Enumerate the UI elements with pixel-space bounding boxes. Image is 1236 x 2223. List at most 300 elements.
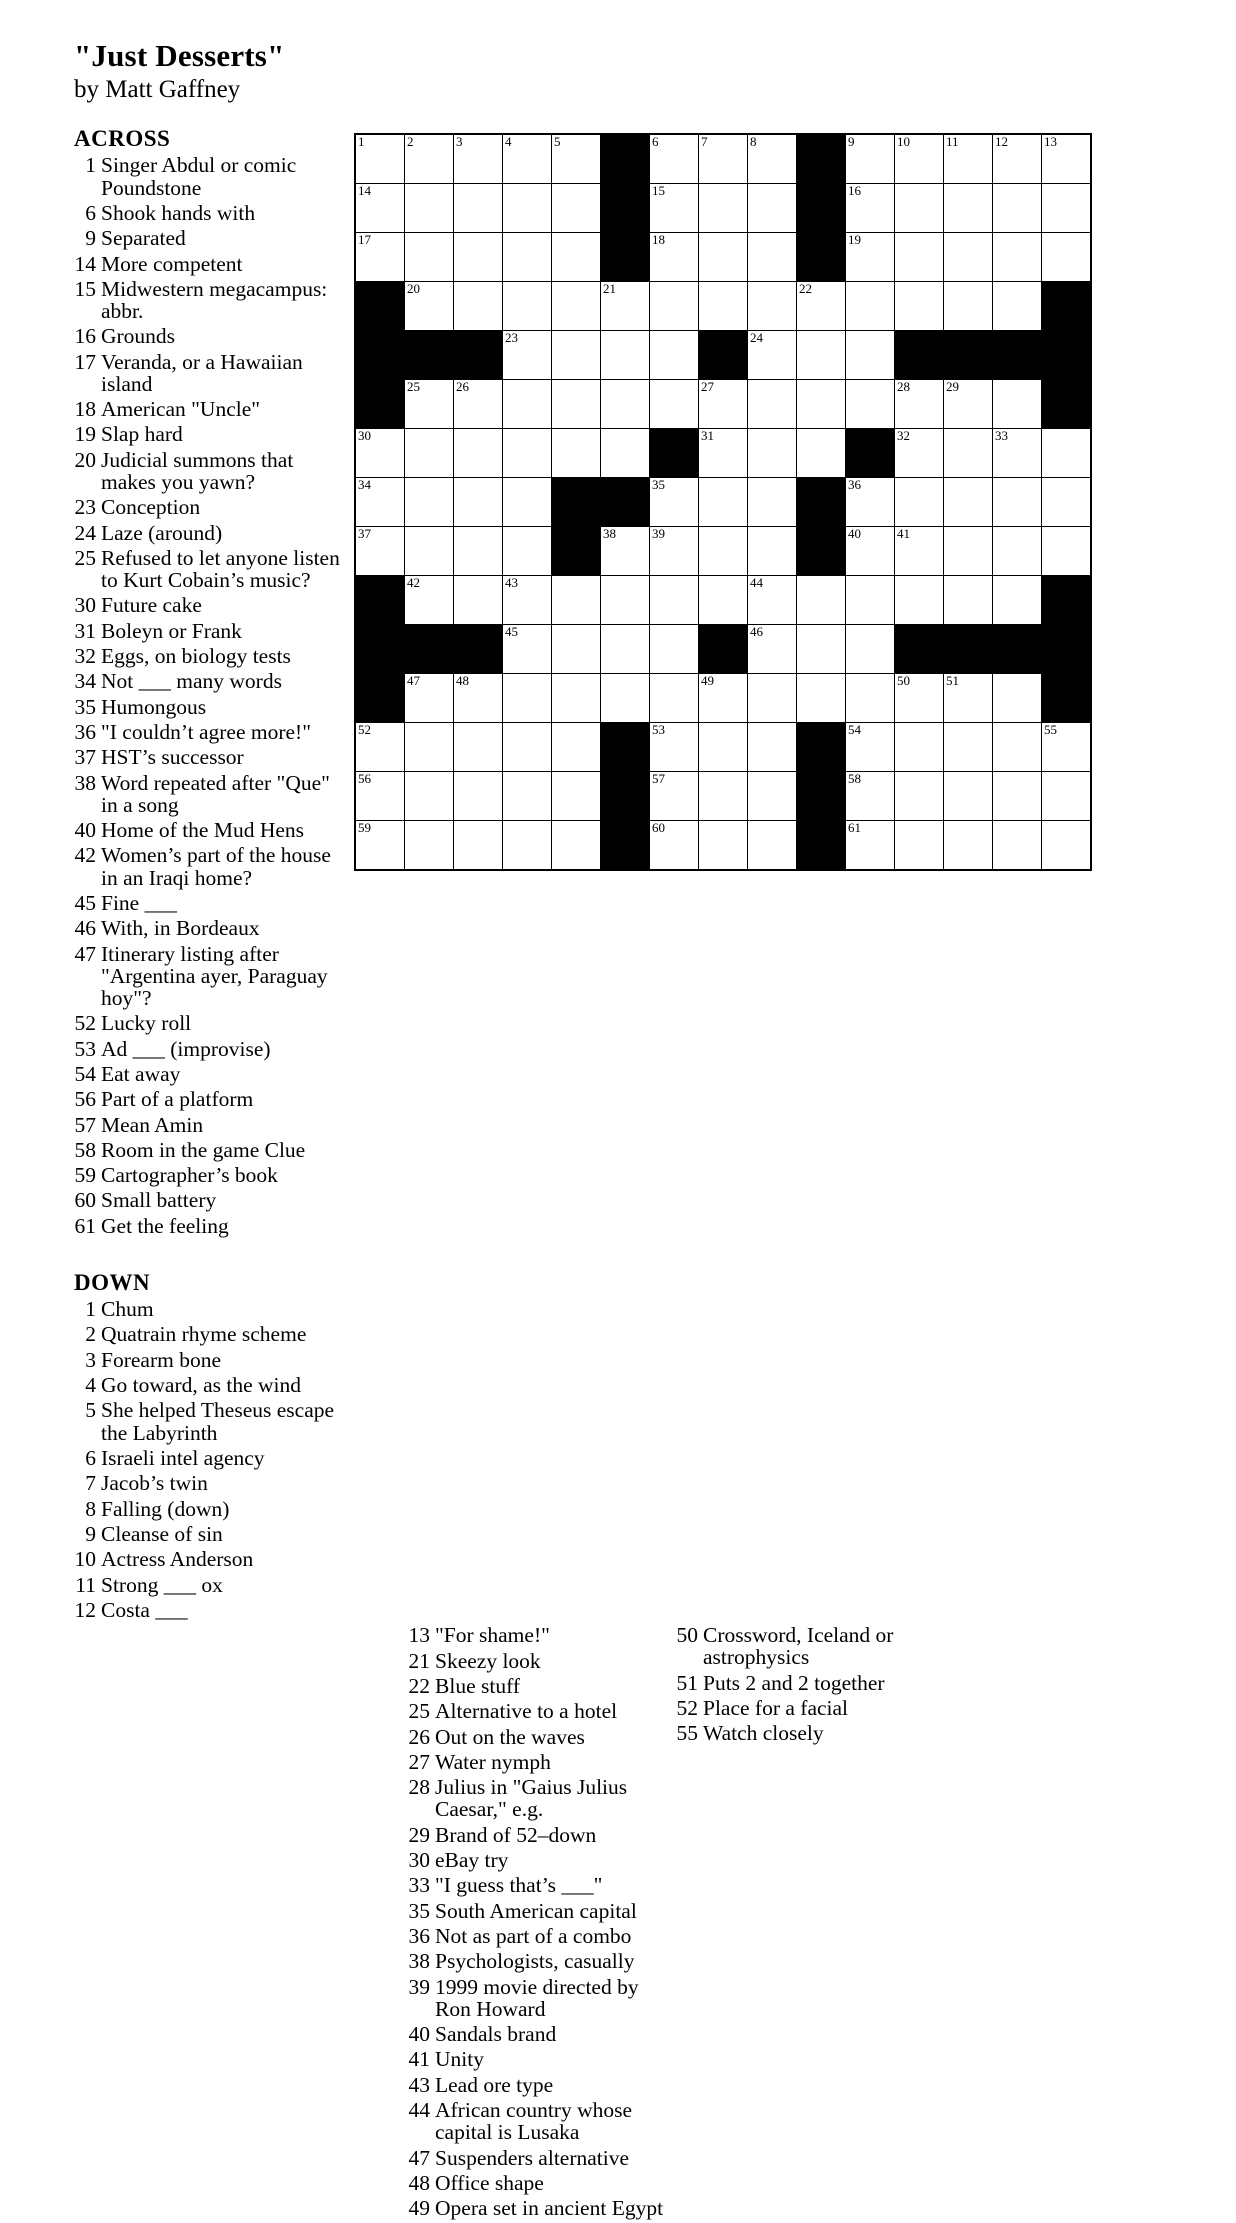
grid-cell[interactable] bbox=[454, 576, 503, 625]
grid-cell[interactable] bbox=[503, 282, 552, 331]
clue-item[interactable] bbox=[74, 1038, 342, 1063]
clue-item[interactable] bbox=[74, 772, 342, 819]
grid-cell[interactable] bbox=[601, 282, 650, 331]
grid-cell-number: 3 bbox=[456, 134, 463, 150]
grid-row bbox=[355, 282, 1091, 331]
clue-item[interactable] bbox=[408, 1726, 666, 1751]
grid-cell[interactable] bbox=[993, 821, 1042, 871]
clue-item[interactable] bbox=[74, 645, 342, 670]
grid-cell[interactable] bbox=[650, 134, 699, 184]
grid-cell[interactable] bbox=[552, 821, 601, 871]
grid-cell[interactable] bbox=[454, 674, 503, 723]
grid-cell[interactable] bbox=[601, 625, 650, 674]
clue-item[interactable] bbox=[408, 1976, 666, 2023]
grid-cell[interactable] bbox=[650, 184, 699, 233]
grid-cell[interactable] bbox=[405, 772, 454, 821]
clue-item[interactable] bbox=[74, 1349, 342, 1374]
grid-cell[interactable] bbox=[895, 282, 944, 331]
grid-cell[interactable] bbox=[797, 282, 846, 331]
clue-item[interactable] bbox=[74, 398, 342, 423]
grid-cell-number: 2 bbox=[407, 134, 414, 150]
clue-item[interactable] bbox=[74, 721, 342, 746]
grid-cell[interactable] bbox=[1042, 429, 1092, 478]
grid-cell[interactable] bbox=[846, 527, 895, 576]
clue-item[interactable] bbox=[408, 2023, 666, 2048]
clue-item[interactable] bbox=[74, 1189, 342, 1214]
grid-cell[interactable] bbox=[503, 184, 552, 233]
clue-item[interactable] bbox=[74, 1498, 342, 1523]
grid-cell[interactable] bbox=[748, 233, 797, 282]
grid-cell[interactable] bbox=[993, 282, 1042, 331]
grid-cell[interactable] bbox=[552, 331, 601, 380]
grid-cell[interactable] bbox=[650, 380, 699, 429]
clue-text: Falling (down) bbox=[101, 1496, 230, 1521]
clue-item[interactable] bbox=[74, 746, 342, 771]
grid-cell[interactable] bbox=[748, 380, 797, 429]
clue-item[interactable] bbox=[74, 1574, 342, 1599]
clue-number: 16 bbox=[74, 324, 96, 349]
grid-cell[interactable] bbox=[1042, 134, 1092, 184]
clue-number: 50 bbox=[676, 1623, 698, 1648]
clue-item[interactable] bbox=[74, 670, 342, 695]
clue-number: 40 bbox=[408, 2022, 430, 2047]
grid-cell[interactable] bbox=[454, 380, 503, 429]
clue-item[interactable] bbox=[74, 594, 342, 619]
grid-cell[interactable] bbox=[748, 527, 797, 576]
grid-cell[interactable] bbox=[944, 282, 993, 331]
grid-cell[interactable] bbox=[601, 576, 650, 625]
grid-cell[interactable] bbox=[503, 134, 552, 184]
clue-item[interactable] bbox=[408, 1751, 666, 1776]
grid-cell[interactable] bbox=[552, 429, 601, 478]
grid-cell[interactable] bbox=[699, 282, 748, 331]
grid-cell[interactable] bbox=[944, 772, 993, 821]
grid-cell[interactable] bbox=[993, 184, 1042, 233]
clue-item[interactable] bbox=[676, 1672, 936, 1697]
clue-text: Singer Abdul or comic Poundstone bbox=[101, 153, 297, 200]
grid-cell[interactable] bbox=[601, 674, 650, 723]
grid-cell[interactable] bbox=[552, 772, 601, 821]
clue-text: eBay try bbox=[435, 1847, 509, 1872]
grid-cell[interactable] bbox=[1042, 233, 1092, 282]
grid-cell[interactable] bbox=[650, 674, 699, 723]
clue-item[interactable] bbox=[74, 1063, 342, 1088]
clue-item[interactable] bbox=[74, 1012, 342, 1037]
grid-cell-number: 10 bbox=[897, 134, 910, 150]
grid-cell[interactable] bbox=[993, 429, 1042, 478]
grid-cell[interactable] bbox=[699, 723, 748, 772]
grid-cell[interactable] bbox=[454, 723, 503, 772]
grid-cell[interactable] bbox=[503, 674, 552, 723]
grid-cell[interactable] bbox=[405, 674, 454, 723]
grid-cell[interactable] bbox=[503, 576, 552, 625]
grid-cell[interactable] bbox=[748, 478, 797, 527]
grid-cell[interactable] bbox=[993, 576, 1042, 625]
grid-cell[interactable] bbox=[405, 429, 454, 478]
grid-cell[interactable] bbox=[895, 134, 944, 184]
clue-item[interactable] bbox=[676, 1624, 936, 1671]
grid-cell[interactable] bbox=[650, 331, 699, 380]
clue-item[interactable] bbox=[408, 2147, 666, 2172]
clue-item[interactable] bbox=[74, 351, 342, 398]
grid-cell[interactable] bbox=[454, 134, 503, 184]
grid-cell[interactable] bbox=[846, 576, 895, 625]
clue-text: Blue stuff bbox=[435, 1673, 521, 1698]
grid-cell[interactable] bbox=[797, 380, 846, 429]
clue-number: 58 bbox=[74, 1137, 96, 1162]
grid-cell[interactable] bbox=[699, 380, 748, 429]
grid-cell[interactable] bbox=[650, 576, 699, 625]
grid-cell-number: 33 bbox=[995, 428, 1008, 444]
clue-item[interactable] bbox=[408, 2099, 666, 2146]
grid-cell[interactable] bbox=[895, 821, 944, 871]
grid-cell[interactable] bbox=[993, 772, 1042, 821]
grid-cell[interactable] bbox=[503, 478, 552, 527]
clue-text: Room in the game Clue bbox=[101, 1137, 306, 1162]
clue-item[interactable] bbox=[74, 1139, 342, 1164]
clue-item[interactable] bbox=[74, 325, 342, 350]
grid-cell[interactable] bbox=[895, 184, 944, 233]
grid-cell[interactable] bbox=[895, 478, 944, 527]
clue-number: 48 bbox=[408, 2170, 430, 2195]
grid-cell[interactable] bbox=[650, 625, 699, 674]
grid-cell[interactable] bbox=[797, 674, 846, 723]
grid-cell[interactable] bbox=[895, 576, 944, 625]
grid-cell[interactable] bbox=[454, 527, 503, 576]
grid-cell[interactable] bbox=[601, 429, 650, 478]
grid-cell[interactable] bbox=[944, 674, 993, 723]
grid-cell[interactable] bbox=[405, 527, 454, 576]
grid-cell[interactable] bbox=[993, 674, 1042, 723]
grid-cell-number: 31 bbox=[701, 428, 714, 444]
clue-item[interactable] bbox=[74, 522, 342, 547]
grid-cell[interactable] bbox=[797, 625, 846, 674]
grid-cell[interactable] bbox=[846, 184, 895, 233]
grid-cell[interactable] bbox=[944, 527, 993, 576]
grid-cell-number: 48 bbox=[456, 673, 469, 689]
grid-cell[interactable] bbox=[993, 134, 1042, 184]
clue-number: 33 bbox=[408, 1873, 430, 1898]
down-clue-list-part3 bbox=[676, 1624, 936, 1747]
clue-item[interactable] bbox=[408, 1650, 666, 1675]
grid-cell[interactable] bbox=[503, 723, 552, 772]
grid-cell[interactable] bbox=[748, 331, 797, 380]
grid-cell[interactable] bbox=[993, 527, 1042, 576]
grid-cell[interactable] bbox=[454, 821, 503, 871]
grid-cell[interactable] bbox=[699, 478, 748, 527]
clue-item[interactable] bbox=[74, 819, 342, 844]
grid-cell[interactable] bbox=[405, 282, 454, 331]
grid-cell[interactable] bbox=[503, 233, 552, 282]
grid-cell[interactable] bbox=[895, 429, 944, 478]
grid-cell[interactable] bbox=[552, 380, 601, 429]
clue-item[interactable] bbox=[408, 1700, 666, 1725]
grid-cell[interactable] bbox=[748, 134, 797, 184]
clue-item[interactable] bbox=[74, 423, 342, 448]
grid-cell[interactable] bbox=[1042, 184, 1092, 233]
grid-cell[interactable] bbox=[699, 184, 748, 233]
clue-text: Julius in "Gaius Julius Caesar," e.g. bbox=[435, 1775, 628, 1822]
clue-item[interactable] bbox=[74, 1523, 342, 1548]
grid-cell[interactable] bbox=[748, 282, 797, 331]
clue-item[interactable] bbox=[408, 1849, 666, 1874]
clue-item[interactable] bbox=[74, 202, 342, 227]
clue-item[interactable] bbox=[74, 547, 342, 594]
grid-cell[interactable] bbox=[454, 772, 503, 821]
grid-cell[interactable] bbox=[699, 527, 748, 576]
clue-item[interactable] bbox=[74, 449, 342, 496]
clue-item[interactable] bbox=[74, 696, 342, 721]
clue-item[interactable] bbox=[74, 1447, 342, 1472]
grid-cell[interactable] bbox=[405, 184, 454, 233]
grid-cell-number: 34 bbox=[358, 477, 371, 493]
grid-cell[interactable] bbox=[846, 134, 895, 184]
grid-cell[interactable] bbox=[454, 184, 503, 233]
grid-cell[interactable] bbox=[748, 772, 797, 821]
grid-cell[interactable] bbox=[1042, 527, 1092, 576]
grid-cell[interactable] bbox=[552, 674, 601, 723]
grid-cell[interactable] bbox=[454, 233, 503, 282]
grid-cell[interactable] bbox=[650, 478, 699, 527]
grid-cell[interactable] bbox=[405, 134, 454, 184]
clue-item[interactable] bbox=[74, 1088, 342, 1113]
grid-cell[interactable] bbox=[552, 625, 601, 674]
clue-item[interactable] bbox=[408, 1624, 666, 1649]
grid-cell[interactable] bbox=[748, 625, 797, 674]
clue-item[interactable] bbox=[74, 1164, 342, 1189]
grid-cell[interactable] bbox=[944, 233, 993, 282]
grid-cell[interactable] bbox=[895, 674, 944, 723]
grid-cell[interactable] bbox=[503, 380, 552, 429]
grid-cell[interactable] bbox=[944, 821, 993, 871]
grid-cell[interactable] bbox=[601, 380, 650, 429]
grid-cell[interactable] bbox=[944, 576, 993, 625]
grid-cell[interactable] bbox=[846, 233, 895, 282]
grid-cell-number: 49 bbox=[701, 673, 714, 689]
grid-cell[interactable] bbox=[846, 478, 895, 527]
grid-cell-number: 30 bbox=[358, 428, 371, 444]
grid-cell[interactable] bbox=[601, 331, 650, 380]
clue-text: Home of the Mud Hens bbox=[101, 818, 305, 843]
grid-cell[interactable] bbox=[846, 723, 895, 772]
grid-cell[interactable] bbox=[405, 723, 454, 772]
grid-cell[interactable] bbox=[405, 380, 454, 429]
clue-text: African country whose capital is Lusaka bbox=[435, 2098, 633, 2145]
grid-cell[interactable] bbox=[699, 772, 748, 821]
grid-cell[interactable] bbox=[699, 134, 748, 184]
grid-block-cell bbox=[944, 331, 993, 380]
grid-cell[interactable] bbox=[1042, 723, 1092, 772]
grid-cell[interactable] bbox=[355, 772, 405, 821]
grid-cell[interactable] bbox=[895, 380, 944, 429]
grid-cell[interactable] bbox=[355, 527, 405, 576]
clue-item[interactable] bbox=[74, 154, 342, 201]
grid-cell[interactable] bbox=[1042, 478, 1092, 527]
grid-cell[interactable] bbox=[552, 576, 601, 625]
grid-row bbox=[355, 674, 1091, 723]
grid-cell[interactable] bbox=[355, 184, 405, 233]
clue-item[interactable] bbox=[74, 1215, 342, 1240]
clue-item[interactable] bbox=[408, 1824, 666, 1849]
grid-cell[interactable] bbox=[601, 527, 650, 576]
grid-cell[interactable] bbox=[355, 723, 405, 772]
grid-cell[interactable] bbox=[748, 576, 797, 625]
grid-cell[interactable] bbox=[993, 723, 1042, 772]
clue-item[interactable] bbox=[74, 1548, 342, 1573]
grid-block-cell bbox=[355, 674, 405, 723]
grid-cell[interactable] bbox=[503, 331, 552, 380]
grid-cell[interactable] bbox=[846, 380, 895, 429]
clue-item[interactable] bbox=[74, 1374, 342, 1399]
crossword-grid[interactable] bbox=[354, 133, 1092, 871]
grid-cell[interactable] bbox=[895, 233, 944, 282]
clue-item[interactable] bbox=[408, 1950, 666, 1975]
grid-cell[interactable] bbox=[993, 380, 1042, 429]
clue-item[interactable] bbox=[408, 1675, 666, 1700]
grid-cell[interactable] bbox=[895, 772, 944, 821]
grid-cell[interactable] bbox=[699, 821, 748, 871]
clue-item[interactable] bbox=[408, 2172, 666, 2197]
grid-block-cell bbox=[405, 331, 454, 380]
grid-cell[interactable] bbox=[748, 674, 797, 723]
grid-cell[interactable] bbox=[993, 478, 1042, 527]
grid-cell[interactable] bbox=[699, 233, 748, 282]
grid-cell[interactable] bbox=[797, 429, 846, 478]
grid-cell[interactable] bbox=[846, 282, 895, 331]
clue-item[interactable] bbox=[74, 1298, 342, 1323]
clue-item[interactable] bbox=[408, 1874, 666, 1899]
grid-cell[interactable] bbox=[846, 772, 895, 821]
grid-cell[interactable] bbox=[944, 429, 993, 478]
grid-cell-number: 37 bbox=[358, 526, 371, 542]
grid-cell[interactable] bbox=[748, 821, 797, 871]
grid-cell-number: 38 bbox=[603, 526, 616, 542]
grid-cell[interactable] bbox=[748, 723, 797, 772]
grid-cell[interactable] bbox=[355, 134, 405, 184]
grid-cell[interactable] bbox=[503, 429, 552, 478]
clue-item[interactable] bbox=[74, 1472, 342, 1497]
grid-cell[interactable] bbox=[944, 478, 993, 527]
grid-block-cell bbox=[895, 331, 944, 380]
grid-cell[interactable] bbox=[944, 184, 993, 233]
grid-cell[interactable] bbox=[1042, 772, 1092, 821]
clue-item[interactable] bbox=[74, 943, 342, 1013]
clue-item[interactable] bbox=[74, 844, 342, 891]
grid-cell-number: 25 bbox=[407, 379, 420, 395]
grid-cell[interactable] bbox=[405, 821, 454, 871]
clue-text: Opera set in ancient Egypt bbox=[435, 2196, 664, 2221]
grid-cell[interactable] bbox=[895, 723, 944, 772]
grid-cell[interactable] bbox=[1042, 821, 1092, 871]
grid-cell[interactable] bbox=[503, 821, 552, 871]
grid-cell[interactable] bbox=[355, 429, 405, 478]
clue-text: Not ___ many words bbox=[101, 669, 282, 694]
clue-item[interactable] bbox=[408, 1776, 666, 1823]
clue-item[interactable] bbox=[74, 496, 342, 521]
grid-block-cell bbox=[355, 380, 405, 429]
grid-cell[interactable] bbox=[552, 233, 601, 282]
grid-cell[interactable] bbox=[355, 821, 405, 871]
grid-block-cell bbox=[699, 331, 748, 380]
grid-cell[interactable] bbox=[748, 184, 797, 233]
grid-cell[interactable] bbox=[503, 772, 552, 821]
grid-cell[interactable] bbox=[993, 233, 1042, 282]
grid-cell[interactable] bbox=[650, 282, 699, 331]
grid-cell[interactable] bbox=[355, 478, 405, 527]
grid-cell[interactable] bbox=[699, 576, 748, 625]
grid-cell[interactable] bbox=[944, 134, 993, 184]
clue-text: Skeezy look bbox=[435, 1648, 541, 1673]
grid-cell[interactable] bbox=[503, 527, 552, 576]
grid-cell[interactable] bbox=[846, 331, 895, 380]
clue-number: 18 bbox=[74, 397, 96, 422]
grid-cell[interactable] bbox=[650, 723, 699, 772]
grid-cell[interactable] bbox=[944, 380, 993, 429]
grid-cell[interactable] bbox=[454, 282, 503, 331]
clue-item[interactable] bbox=[74, 620, 342, 645]
grid-cell[interactable] bbox=[846, 674, 895, 723]
clue-item[interactable] bbox=[676, 1722, 936, 1747]
grid-cell[interactable] bbox=[650, 821, 699, 871]
grid-cell[interactable] bbox=[552, 723, 601, 772]
grid-cell[interactable] bbox=[503, 625, 552, 674]
clue-item[interactable] bbox=[74, 227, 342, 252]
grid-cell[interactable] bbox=[699, 429, 748, 478]
grid-cell[interactable] bbox=[454, 429, 503, 478]
grid-cell[interactable] bbox=[405, 478, 454, 527]
clue-item[interactable] bbox=[408, 1925, 666, 1950]
grid-cell[interactable] bbox=[454, 478, 503, 527]
grid-cell[interactable] bbox=[944, 723, 993, 772]
grid-cell[interactable] bbox=[699, 674, 748, 723]
grid-cell[interactable] bbox=[355, 233, 405, 282]
clue-text: Costa ___ bbox=[101, 1597, 188, 1622]
grid-cell[interactable] bbox=[552, 134, 601, 184]
clue-text: Cleanse of sin bbox=[101, 1521, 223, 1546]
grid-cell[interactable] bbox=[552, 184, 601, 233]
clue-item[interactable] bbox=[74, 892, 342, 917]
clue-item[interactable] bbox=[408, 1900, 666, 1925]
grid-cell[interactable] bbox=[405, 233, 454, 282]
grid-cell[interactable] bbox=[846, 821, 895, 871]
clue-item[interactable] bbox=[408, 2197, 666, 2222]
clue-item[interactable] bbox=[74, 278, 342, 325]
grid-cell[interactable] bbox=[405, 576, 454, 625]
grid-cell[interactable] bbox=[748, 429, 797, 478]
clue-text: Place for a facial bbox=[703, 1696, 849, 1721]
grid-cell[interactable] bbox=[552, 282, 601, 331]
grid-cell[interactable] bbox=[650, 233, 699, 282]
clue-item[interactable] bbox=[408, 2074, 666, 2099]
grid-cell[interactable] bbox=[650, 527, 699, 576]
grid-block-cell bbox=[1042, 625, 1092, 674]
grid-cell[interactable] bbox=[797, 331, 846, 380]
clue-item[interactable] bbox=[74, 1323, 342, 1348]
clue-text: Forearm bone bbox=[101, 1347, 222, 1372]
clue-item[interactable] bbox=[74, 253, 342, 278]
clue-item[interactable] bbox=[74, 1399, 342, 1446]
grid-cell[interactable] bbox=[846, 625, 895, 674]
clue-item[interactable] bbox=[74, 1114, 342, 1139]
clue-item[interactable] bbox=[408, 2048, 666, 2073]
clue-item[interactable] bbox=[74, 1599, 342, 1624]
clue-item[interactable] bbox=[74, 917, 342, 942]
clue-number: 55 bbox=[676, 1721, 698, 1746]
grid-cell[interactable] bbox=[895, 527, 944, 576]
clue-item[interactable] bbox=[676, 1697, 936, 1722]
grid-cell[interactable] bbox=[650, 772, 699, 821]
grid-cell[interactable] bbox=[797, 576, 846, 625]
